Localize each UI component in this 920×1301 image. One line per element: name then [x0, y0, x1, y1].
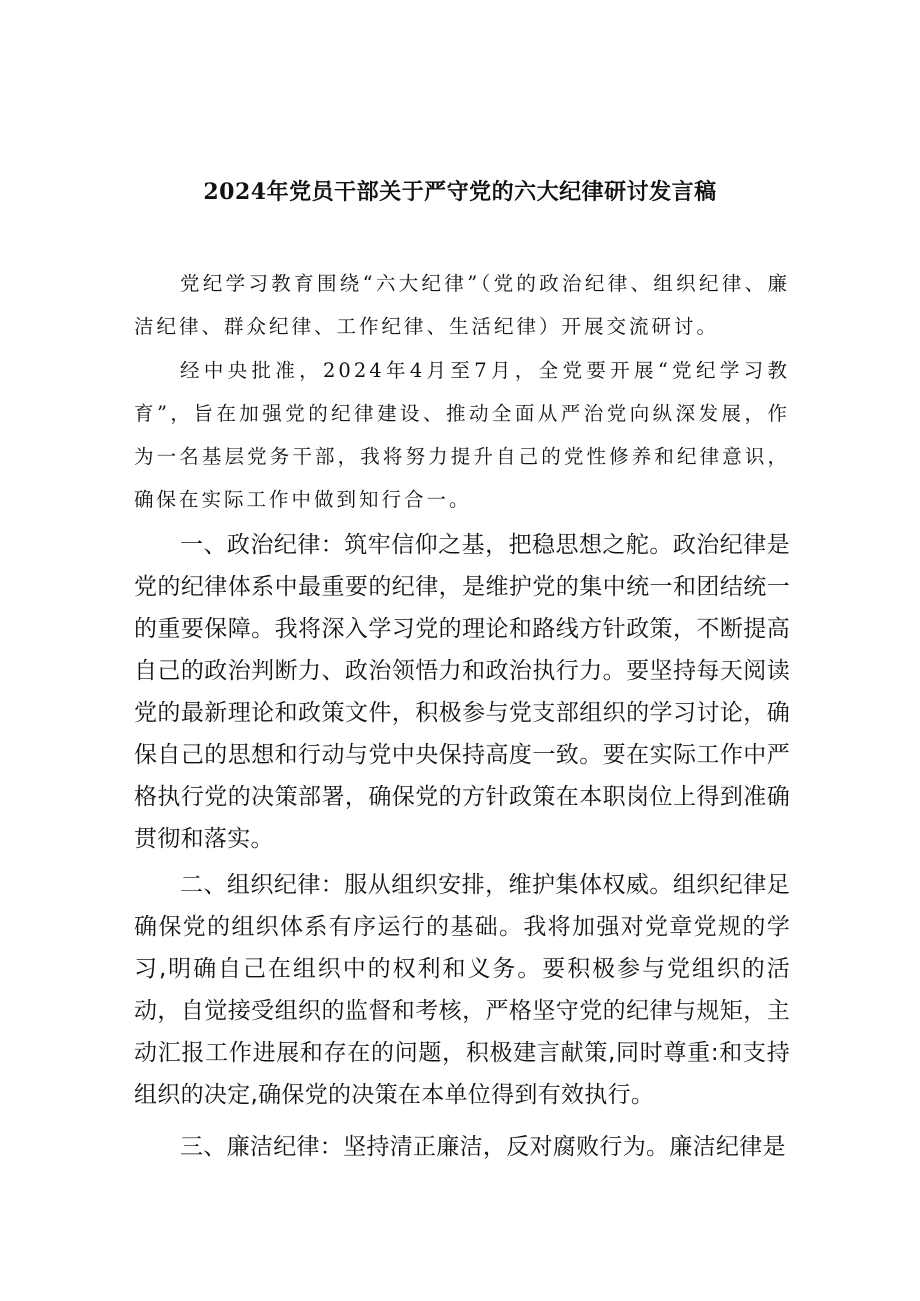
paragraph-background: 经中央批准，2024年4月至7月，全党要开展“党纪学习教育”，旨在加强党的纪律建设、推动全面从严治党向纵深发展，作为一名基层党务干部，我将努力提升自己的党性修养和纪律意识，确保在实际工作中做到知行合一。: [134, 359, 790, 511]
paragraph-political-discipline: 一、政治纪律：筑牢信仰之基，把稳思想之舵。政治纪律是党的纪律体系中最重要的纪律，是维护党的集中统一和团结统一的重要保障。我将深入学习党的理论和路线方针政策，不断提高自己的政治判断力、政治领悟力和政治执行力。要坚持每天阅读党的最新理论和政策文件，积极参与党支部组织的学习讨论，确保自己的思想和行动与党中央保持高度一致。要在实际工作中严格执行党的决策部署，确保党的方针政策在本职岗位上得到准确贯彻和落实。: [134, 532, 790, 852]
paragraph-intro: 党纪学习教育围绕“六大纪律”（党的政治纪律、组织纪律、廉洁纪律、群众纪律、工作纪律、生活纪律）开展交流研讨。: [134, 272, 790, 338]
paragraph-organizational-discipline: 二、组织纪律：服从组织安排，维护集体权威。组织纪律足确保党的组织体系有序运行的基础。我将加强对党章党规的学习,明确自己在组织中的权利和义务。要积极参与党组织的活动，自觉接受组织的监督和考核，严格坚守党的纪律与规矩，主动汇报工作进展和存在的问题，积极建言献策,同时尊重:和支持组织的决定,确保党的决策在本单位得到有效执行。: [134, 872, 790, 1108]
paragraph-integrity-discipline: 三、廉洁纪律：坚持清正廉洁，反对腐败行为。廉洁纪律是: [180, 1134, 786, 1160]
document-title: 2024年党员干部关于严守党的六大纪律研讨发言稿: [203, 179, 717, 205]
